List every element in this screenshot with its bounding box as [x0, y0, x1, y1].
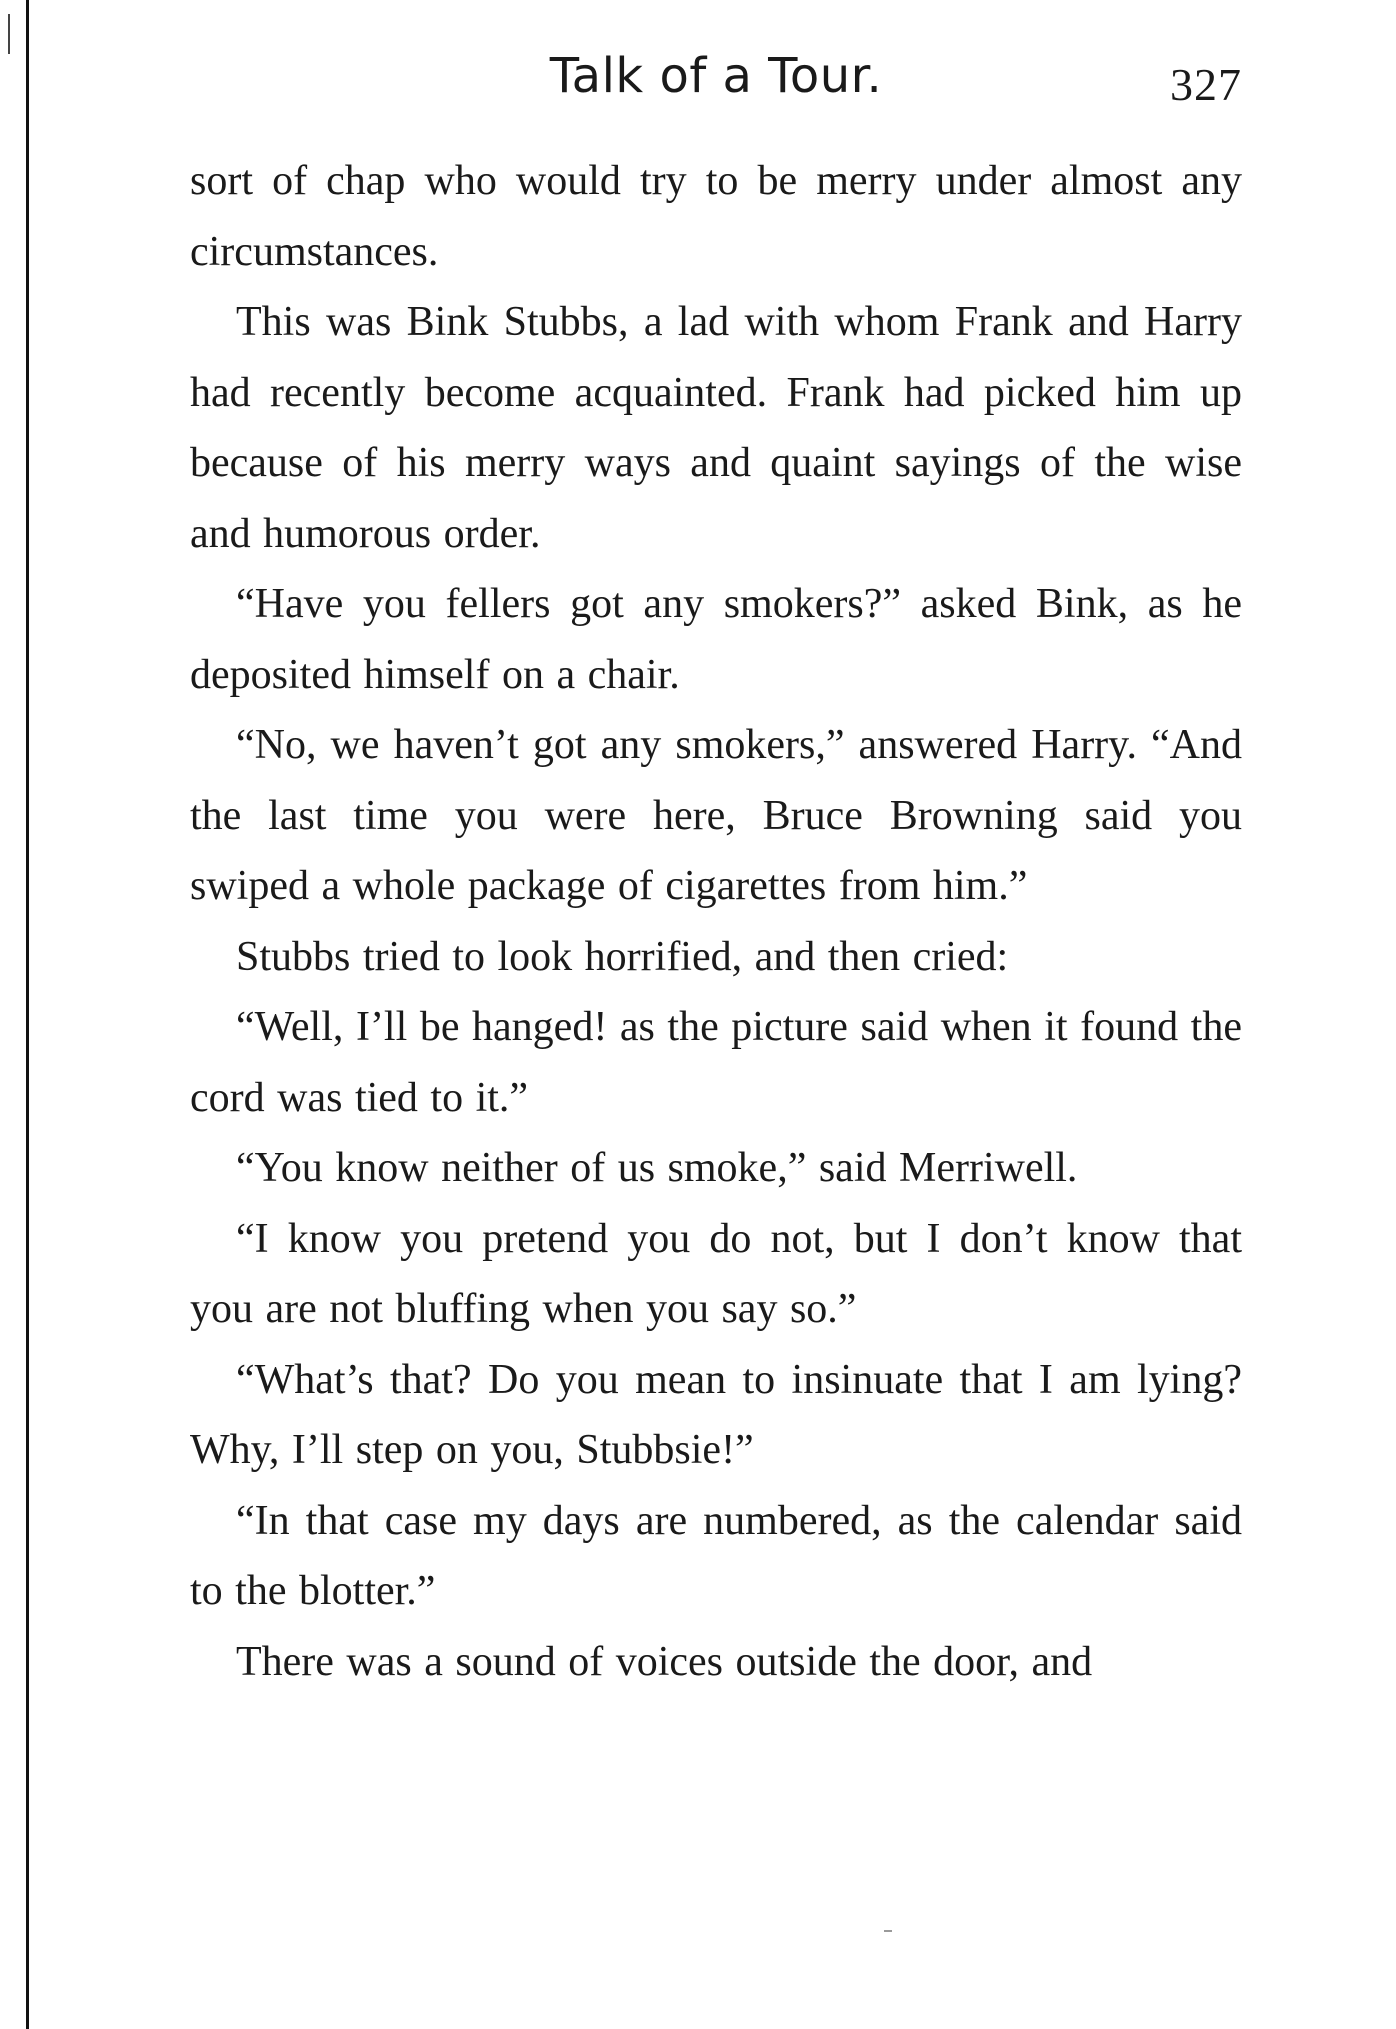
paragraph: “In that case my days are numbered, as the calendar said to the blotter.”: [190, 1497, 1242, 1614]
body-text: [190, 146, 1242, 1697]
running-title: Talk of a Tour.: [549, 48, 883, 104]
binding-edge-mark: [8, 14, 10, 54]
paragraph: “Have you fellers got any smokers?” asked Bink, as he deposited himself on a chair.: [190, 581, 1242, 698]
binding-edge-line: [26, 0, 29, 2029]
paragraph: “I know you pretend you do not, but I don’t know that you are not bluffing when you say so.”: [190, 1215, 1242, 1332]
paragraph: Stubbs tried to look horrified, and then cried:: [236, 933, 1009, 980]
paragraph: There was a sound of voices outside the door, and: [236, 1638, 1093, 1685]
paragraph-continued: sort of chap who would try to be merry under almost any circumstances.: [190, 158, 1242, 275]
paragraph: “What’s that? Do you mean to insinuate that I am lying? Why, I’ll step on you, Stubbsie!”: [190, 1356, 1242, 1473]
paragraph: “You know neither of us smoke,” said Merriwell.: [236, 1145, 1078, 1191]
paragraph: “Well, I’ll be hanged! as the picture said when it found the cord was tied to it.”: [190, 1004, 1242, 1121]
paragraph: “No, we haven’t got any smokers,” answered Harry. “And the last time you were here, Bruce Browning said you swiped a whole package of cigarettes from him.”: [190, 722, 1242, 909]
paragraph: This was Bink Stubbs, a lad with whom Frank and Harry had recently become acquainted. Frank had picked him up because of his merry ways and quaint sayings of the wise and humorous order.: [190, 299, 1242, 557]
page-header: [190, 40, 1242, 130]
page-number: 327: [1170, 59, 1242, 110]
print-speck: [884, 1930, 892, 1932]
